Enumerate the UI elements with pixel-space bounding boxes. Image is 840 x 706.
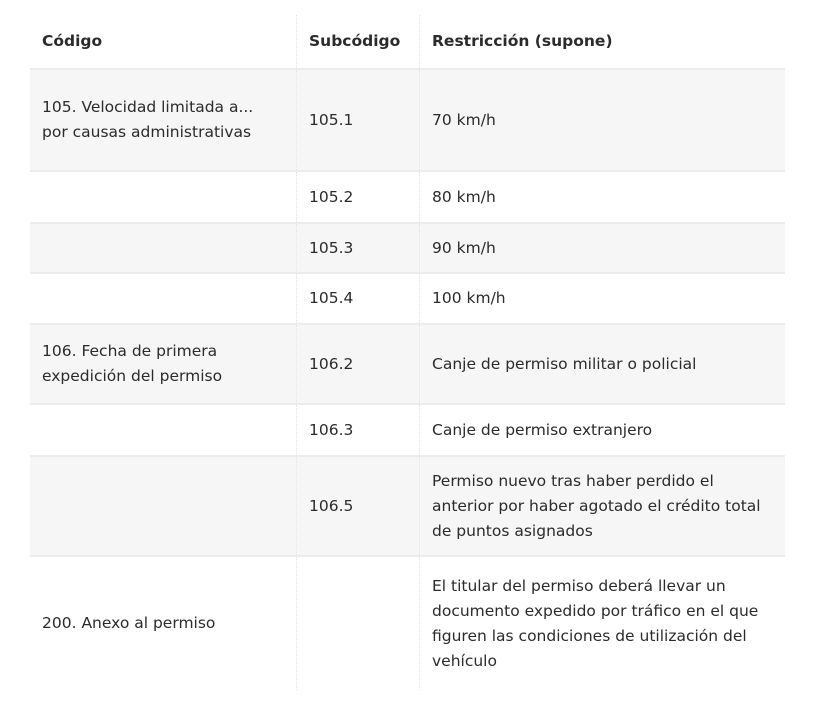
- header-codigo: Código: [42, 32, 103, 50]
- cell-sub: 105.4: [297, 273, 420, 324]
- cell-code: 105. Velocidad limitada a... por causas administrativas: [42, 98, 254, 141]
- cell-sub: 105.3: [297, 223, 420, 273]
- table-row: [30, 69, 785, 171]
- cell-code: 106. Fecha de primera expedición del permiso: [42, 342, 223, 385]
- header-restriccion: Restricción (supone): [432, 32, 613, 50]
- cell-restriction: 100 km/h: [432, 289, 506, 307]
- cell-restriction: 90 km/h: [432, 238, 496, 257]
- table-row: [30, 556, 785, 690]
- restrictions-table: [30, 15, 785, 690]
- cell-restriction: Canje de permiso extranjero: [432, 420, 653, 439]
- cell-restriction: Canje de permiso militar o policial: [432, 354, 697, 373]
- table-row: [30, 223, 785, 273]
- cell-sub: 106.3: [297, 404, 420, 456]
- table-row: [30, 324, 785, 404]
- cell-sub: 105.2: [297, 171, 420, 223]
- header-subcodigo: Subcódigo: [297, 15, 420, 69]
- table-row: [30, 171, 785, 223]
- cell-restriction: Permiso nuevo tras haber perdido el anterior por haber agotado el crédito total de puntos asignados: [432, 471, 761, 540]
- cell-code: 200. Anexo al permiso: [42, 614, 216, 632]
- cell-sub: 105.1: [297, 69, 420, 171]
- cell-code: [30, 223, 297, 273]
- cell-code: [30, 171, 297, 223]
- table-header-row: [30, 15, 785, 69]
- cell-restriction: 70 km/h: [432, 110, 496, 129]
- table-row: [30, 273, 785, 324]
- cell-code: [30, 456, 297, 556]
- cell-restriction: 80 km/h: [432, 187, 496, 206]
- table-row: [30, 404, 785, 456]
- cell-code: [30, 404, 297, 456]
- cell-code: [30, 273, 297, 324]
- table-row: [30, 456, 785, 556]
- cell-sub: 106.2: [297, 324, 420, 404]
- cell-sub: [297, 556, 420, 690]
- cell-sub: 106.5: [297, 456, 420, 556]
- cell-restriction: El titular del permiso deberá llevar un documento expedido por tráfico en el que figuren las condiciones de utilización del vehículo: [432, 576, 759, 670]
